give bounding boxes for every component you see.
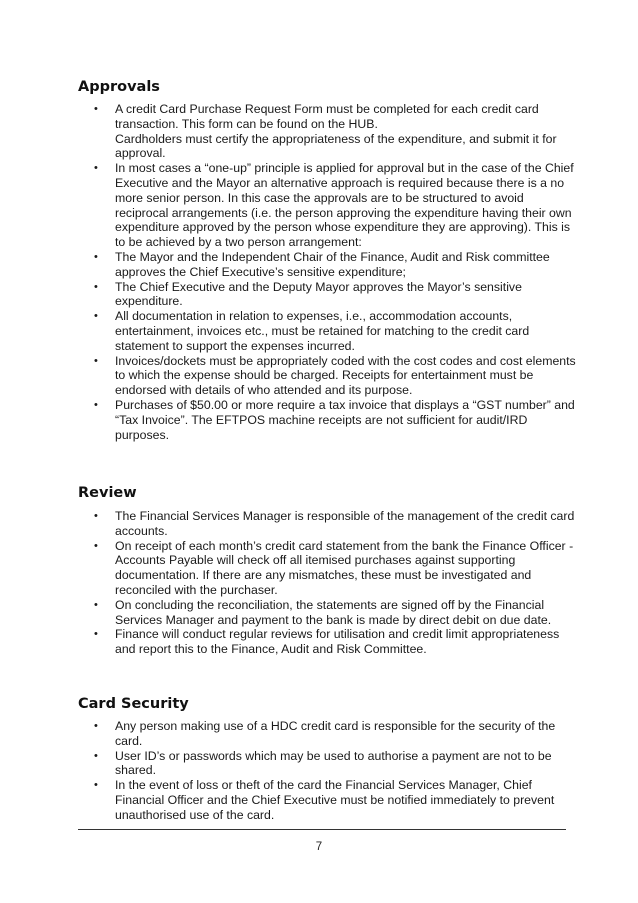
section-heading: Approvals	[78, 79, 160, 95]
list-item	[78, 719, 578, 749]
list-item	[78, 354, 578, 398]
list-item-text: The Chief Executive and the Deputy Mayor approves the Mayor’s sensitive expenditure.	[115, 279, 522, 309]
list-item-text: In most cases a “one-up” principle is applied for approval but in the case of the Chief Executive and the Mayor an alternative approach is required because there is a no more senior person. In this case the approvals are to be structured to avoid reciprocal arrangements (i.e. the person approving the expenditure having their own expenditure approved by the person whose expenditure they are approving). This is to be achieved by a two person arrangement:	[115, 161, 574, 250]
list-item	[78, 627, 578, 657]
list-item	[78, 161, 578, 250]
bullet-icon: •	[94, 280, 98, 293]
bullet-icon: •	[94, 398, 98, 411]
bullet-icon: •	[94, 250, 98, 263]
list-item-text: The Financial Services Manager is responsible of the management of the credit card accounts.	[115, 509, 575, 538]
bullet-icon: •	[94, 162, 98, 175]
list-item-text: The Mayor and the Independent Chair of the Finance, Audit and Risk committee approves the Chief Executive’s sensitive expenditure;	[115, 249, 550, 279]
list-item-text: On concluding the reconciliation, the statements are signed off by the Financial Services Manager and payment to the bank is made by direct debit on due date.	[115, 597, 552, 627]
list-item	[78, 539, 578, 598]
list-item	[78, 778, 578, 822]
list-item-text: On receipt of each month’s credit card statement from the bank the Finance Officer - Accounts Payable will check off all itemised purchases against supporting documentation. If there are any mismatches, these must be investigated and reconciled with the purchaser.	[115, 538, 574, 597]
section-review	[78, 484, 578, 657]
list-item	[78, 598, 578, 628]
bullet-icon: •	[94, 539, 98, 552]
list-item-text: Cardholders must certify the appropriateness of the expenditure, and submit it for approval.	[115, 131, 557, 161]
list-item-text: Invoices/dockets must be appropriately coded with the cost codes and cost elements to which the expense should be charged. Receipts for entertainment must be endorsed with details of who attended and its purpose.	[115, 353, 576, 398]
list-item-text: Any person making use of a HDC credit card is responsible for the security of the card.	[115, 719, 556, 748]
bullet-icon: •	[94, 720, 98, 732]
footer-divider	[78, 829, 566, 830]
bullet-icon: •	[94, 310, 98, 323]
bullet-icon: •	[94, 354, 98, 367]
list-item-text: Purchases of $50.00 or more require a tax invoice that displays a “GST number” and “Tax Invoice”. The EFTPOS machine receipts are not sufficient for audit/IRD purposes.	[115, 397, 575, 442]
bullet-icon: •	[94, 628, 98, 641]
list-item	[78, 280, 578, 310]
list-item	[78, 102, 578, 161]
bullet-list	[78, 102, 578, 442]
section-approvals	[78, 78, 578, 442]
section-heading: Card Security	[78, 696, 189, 712]
list-item	[78, 250, 578, 280]
bullet-icon: •	[94, 598, 98, 611]
list-item	[78, 509, 578, 539]
list-item-text: All documentation in relation to expenses, i.e., accommodation accounts, entertainment, invoices etc., must be retained for matching to the credit card statement to support the expenses incurred.	[115, 309, 530, 353]
bullet-icon: •	[94, 779, 98, 792]
list-item	[78, 749, 578, 779]
bullet-icon: •	[94, 510, 98, 522]
bullet-icon: •	[94, 103, 98, 115]
list-item-text: In the event of loss or theft of the card the Financial Services Manager, Chief Financial Officer and the Chief Executive must be notified immediately to prevent unauthorised use of the card.	[115, 778, 555, 822]
bullet-icon: •	[94, 749, 98, 762]
bullet-list	[78, 509, 578, 657]
section-card-security	[78, 695, 578, 823]
list-item	[78, 309, 578, 353]
bullet-list	[78, 719, 578, 823]
list-item-text: A credit Card Purchase Request Form must be completed for each credit card transaction. This form can be found on the HUB.	[115, 102, 539, 131]
page-number: 7	[315, 841, 323, 853]
section-heading: Review	[78, 485, 137, 501]
list-item	[78, 398, 578, 442]
list-item-text: User ID’s or passwords which may be used to authorise a payment are not to be shared.	[115, 748, 552, 778]
list-item-text: Finance will conduct regular reviews for utilisation and credit limit appropriateness and report this to the Finance, Audit and Risk Committee.	[115, 627, 560, 657]
